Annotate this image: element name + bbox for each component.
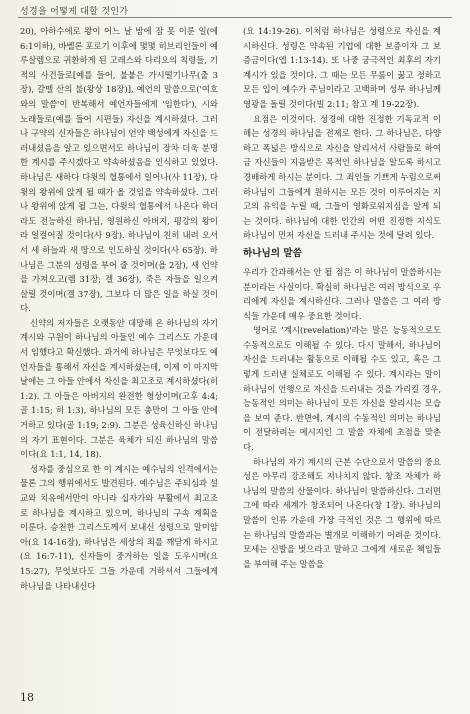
paragraph: 영어로 '계시(revelation)'라는 말은 능동적으로도 수동적으로도 이해될 수 있다. 다시 말해서, 하나님이 자신을 드러내는 활동으로 이해될 수도 있고, 혹은 그렇게 드러낸 실체로도 이해될 수 있다. 계시라는 말이 하나님이 언행으로 자신을 드러내는 것을 가리킬 경우, 능동적인 의미는 하나님이 모든 자신을 알리시는 모습을 보여 준다. 반면에, 계시의 수동적인 의미는 하나님이 전달하려는 메시지인 그 말씀 자체에 초점을 맞춘다. xyxy=(243,325,441,453)
paragraph: (요 14:19-26). 이처럼 하나님은 성령으로 자신을 계시하신다. 성령은 약속된 기업에 대한 보증이자 그 보증금이다(엡 1:13-14). 또 나중 궁극적인 최후의 자기 계시가 있을 것이다. 그 때는 모든 무릎이 꿇고 정하고 모든 입이 예수가 주님이라고 고백하며 성부 하나님께 영광을 돌릴 것이다(빌 2:11; 참고 계 19-22장). xyxy=(243,26,441,109)
paragraph: 성자를 중심으로 한 이 계시는 예수님의 인격에서는 물론 그의 행위에서도 발견된다. 예수님은 주되심과 설교와 치유에서만이 아니라 십자가와 부활에서 최고조로 하나님을 계시하고 있으며, 하나님의 구속 계획을 이룬다. 승천한 그리스도께서 보내신 성령으로 말미암아(요 14-16장), 하나님은 세상의 죄를 깨닫게 하시고(요 16:7-11), 신자들이 중거하는 일을 도우시며(요 15:27), 무엇보다도 그들 가운데 거하셔서 그들에게 하나님을 나타내신다 xyxy=(20,463,218,591)
paragraph: 요점은 이것이다. 성경에 대한 진정한 기독교적 이해는 성경의 하나님을 전제로 한다. 그 하나님은, 다양하고 폭넓은 방식으로 자신을 알리셔서 사람들로 하여금 자신들이 지음받은 목적인 하나님을 알도록 하시고 경배하게 하시는 분이다. 그 죄인들 기쁘게 누림으로써 하나님이 그들에게 원하시는 모든 것이 이루어지는 지고의 유익을 누릴 때, 그들이 영화로워지심을 알게 되는 것이다. 하나님에 대한 인간의 어떤 진정한 지식도 하나님이 먼저 자신을 드러내 주시는 것에 달려 있다. xyxy=(243,113,441,241)
paragraph: 20), 아하수에로 왕이 어느 날 밤에 잠 못 이룬 일(에 6:1이하), 바벨론 포로기 이후에 몇몇 히브리인들이 예루살렘으로 귀환하게 된 고레스와 다리오의 칙령들, 기적의 사건들로[예를 들어, 불붙은 가시떨기나무(출 3장), 갈멜 산의 불(왕상 18장)], 예언의 말씀으로('여호와의 말씀'이 반복해서 예언자들에게 '임한다'), 시와 노래들로(예를 들어 시편들) 자신을 계시하셨다. 그러나 구약의 신자들은 하나님이 언약 백성에게 자신을 드러내셨음을 알고 있으면서도 하나님이 장차 더욱 분명한 계시를 주시겠다고 약속하셨음을 인식하고 있었다. 하나님은 새하다 다윗의 혈통에서 일어나(사 11장), 다윗의 왕위에 앉게 될 때가 올 것임을 약속하셨다. 그러나 왕위에 앉게 될 그는, 다윗의 혈통에서 나온다 하더라도 전능하신 하나님, 영원하신 아버지, 평강의 왕이라 일컬어질 것이다(사 9장). 하나님이 친히 내려 오셔서 세 하늘과 새 땅으로 인도하실 것이다(사 65장). 하나님은 그분의 성령을 부어 줄 것이며(욜 2장), 새 언약을 가져오고(렘 31장; 겔 36장), 죽은 자들을 일으켜 살릴 것이며(겔 37장), 그보다 더 많은 일을 하실 것이다. xyxy=(20,26,218,314)
paragraph: 우리가 간과해서는 안 될 점은 이 하나님이 말씀하시는 분이라는 사실이다. 확실히 하나님은 여러 방식으로 우리에게 자신을 계시하신다. 그러나 말씀은 그 여러 방식들 가운데 매우 중요한 것이다. xyxy=(243,266,441,321)
paragraph: 신약의 저자들은 오랫동안 대망해 온 하나님의 자기 계시와 구원이 하나님의 아들인 예수 그리스도 가운데서 임했다고 확신했다. 과거에 하나님은 무엇보다도 예언자들을 통해서 자신을 계시하셨는데, 이제 이 마지막 날에는 그 아들 안에서 자신을 최고조로 계시하셨다(히 1:2). 그 아들은 아버지의 완전한 형상이며(고후 4:4; 골 1:15; 히 1:3), 하나님의 모든 충만이 그 아들 안에 거하고 있다(골 1:19; 2:9). 그분은 성육신하신 하나님의 자기 표현이다. 그분은 육체가 되신 하나님의 말씀이다(요 1:1, 14, 18). xyxy=(20,317,218,460)
left-column xyxy=(20,24,218,676)
section-heading: 하나님의 말씀 xyxy=(243,247,302,259)
header-rule xyxy=(18,17,452,18)
right-column xyxy=(243,24,441,676)
paragraph: 하나님의 자기 계시의 근본 수단으로서 말씀의 중요성은 아무리 강조해도 지나치지 않다. 창조 자체가 하나님의 말씀의 산물이다. 하나님이 말씀하신다. 그러면 그에 따라 세계가 창조되어 나온다(창 1장). 하나님의 말씀이 인류 가운데 가장 극적인 것은 그 행위에 따르는 하나님의 말씀과는 별개로 이해하기 어려운 것이다. 모세는 신발을 벗으라고 말하고 그에게 새로운 책임들을 부여해 주는 말씀을 xyxy=(243,456,441,569)
page-number: 18 xyxy=(20,691,34,704)
running-head: 성경을 어떻게 대할 것인가 xyxy=(20,7,129,17)
